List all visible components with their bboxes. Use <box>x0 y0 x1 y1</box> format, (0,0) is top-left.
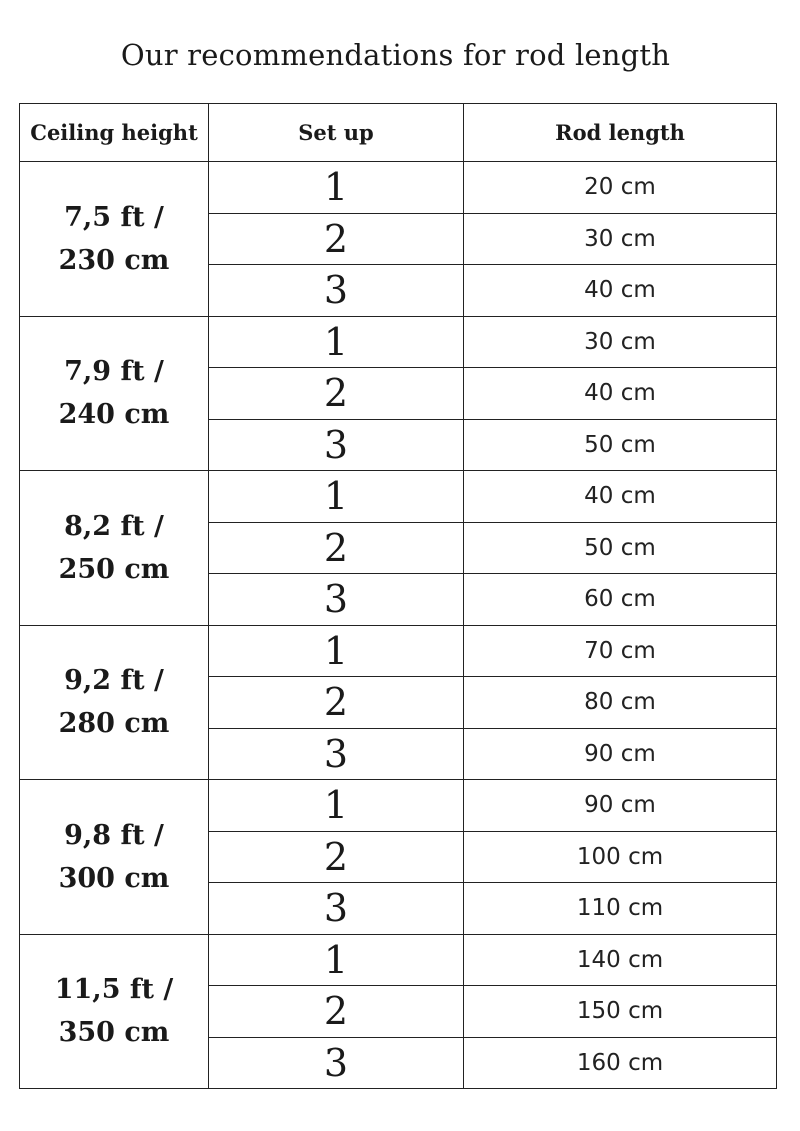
ceiling-height-cm: 300 cm <box>58 862 170 894</box>
rod-length-cell: 100 cm <box>464 831 777 883</box>
setup-cell: 2 <box>209 831 464 883</box>
rod-length-cell: 40 cm <box>464 368 777 420</box>
ceiling-height-ft: 7,9 ft / <box>64 356 164 388</box>
rod-length-cell: 50 cm <box>464 522 777 574</box>
rod-length-cell: 40 cm <box>464 471 777 523</box>
setup-cell: 3 <box>209 265 464 317</box>
setup-cell: 3 <box>209 574 464 626</box>
rod-length-table <box>19 103 777 1089</box>
setup-cell: 1 <box>209 625 464 677</box>
table-row <box>20 625 777 677</box>
rod-length-cell: 60 cm <box>464 574 777 626</box>
table-row <box>20 780 777 832</box>
ceiling-height-ft: 9,8 ft / <box>64 819 164 851</box>
table-row <box>20 471 777 523</box>
ceiling-height-cell <box>20 625 209 780</box>
rod-length-cell: 70 cm <box>464 625 777 677</box>
table-row <box>20 162 777 214</box>
setup-cell: 3 <box>209 419 464 471</box>
setup-cell: 1 <box>209 934 464 986</box>
setup-cell: 2 <box>209 677 464 729</box>
rod-length-cell: 160 cm <box>464 1037 777 1089</box>
table-row <box>20 316 777 368</box>
rod-length-cell: 50 cm <box>464 419 777 471</box>
ceiling-height-cell <box>20 316 209 471</box>
ceiling-height-cm: 250 cm <box>58 553 170 585</box>
rod-length-cell: 80 cm <box>464 677 777 729</box>
header-row <box>20 104 777 162</box>
ceiling-height-cell <box>20 934 209 1089</box>
setup-cell: 3 <box>209 883 464 935</box>
ceiling-height-ft: 7,5 ft / <box>64 201 164 233</box>
ceiling-height-cm: 230 cm <box>58 244 170 276</box>
rod-length-cell: 30 cm <box>464 316 777 368</box>
setup-cell: 2 <box>209 368 464 420</box>
setup-cell: 2 <box>209 522 464 574</box>
header-set-up: Set up <box>209 104 464 162</box>
rod-length-cell: 90 cm <box>464 780 777 832</box>
rod-length-cell: 40 cm <box>464 265 777 317</box>
setup-cell: 3 <box>209 1037 464 1089</box>
rod-length-cell: 30 cm <box>464 213 777 265</box>
setup-cell: 1 <box>209 471 464 523</box>
setup-cell: 2 <box>209 986 464 1038</box>
page-title: Our recommendations for rod length <box>120 38 671 72</box>
setup-cell: 2 <box>209 213 464 265</box>
table-body <box>20 104 777 1089</box>
header-ceiling-height: Ceiling height <box>20 104 209 162</box>
ceiling-height-cm: 240 cm <box>58 399 170 431</box>
ceiling-height-ft: 9,2 ft / <box>64 665 164 697</box>
setup-cell: 1 <box>209 162 464 214</box>
ceiling-height-cell <box>20 780 209 935</box>
setup-cell: 1 <box>209 780 464 832</box>
ceiling-height-cell <box>20 471 209 626</box>
ceiling-height-ft: 8,2 ft / <box>64 510 164 542</box>
table-row <box>20 934 777 986</box>
header-rod-length: Rod length <box>464 104 777 162</box>
rod-length-cell: 140 cm <box>464 934 777 986</box>
ceiling-height-cm: 280 cm <box>58 708 170 740</box>
rod-length-cell: 110 cm <box>464 883 777 935</box>
rod-length-cell: 20 cm <box>464 162 777 214</box>
ceiling-height-cell <box>20 162 209 317</box>
setup-cell: 3 <box>209 728 464 780</box>
ceiling-height-cm: 350 cm <box>58 1017 170 1049</box>
rod-length-cell: 150 cm <box>464 986 777 1038</box>
rod-length-cell: 90 cm <box>464 728 777 780</box>
setup-cell: 1 <box>209 316 464 368</box>
ceiling-height-ft: 11,5 ft / <box>54 974 174 1006</box>
